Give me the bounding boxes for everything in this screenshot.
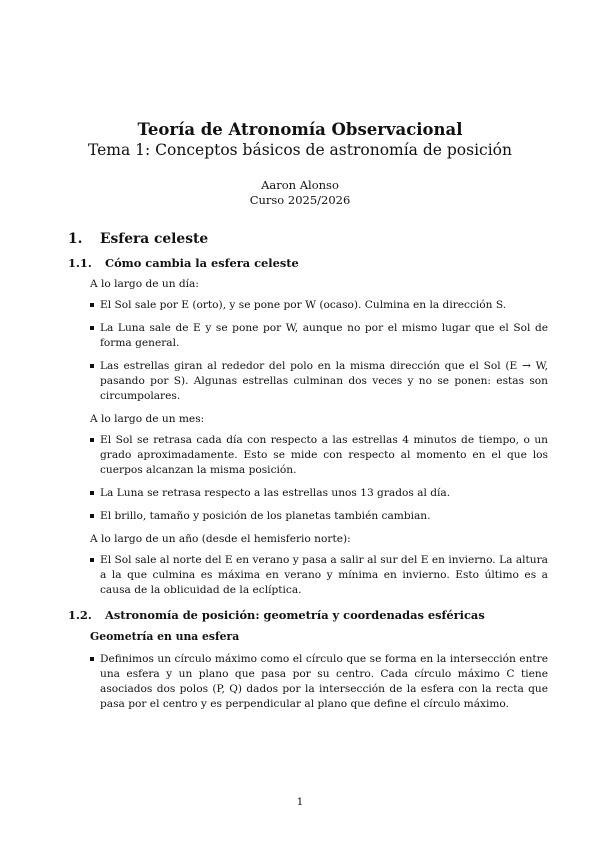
subsection-heading — [68, 608, 548, 623]
subsection-title: Astronomía de posición: geometría y coordenadas esféricas — [105, 608, 485, 622]
subsection-heading — [68, 256, 548, 271]
list-item: Definimos un círculo máximo como el círculo que se forma en la intersección entre una esfera y un plano que pasa por su centro. Cada círculo máximo C tiene asociados dos polos (P, Q) dados por la intersección de la esfera con la recta que pasa por el centro y es perpendicular al plano que define el círculo máximo. — [68, 652, 548, 712]
subsection-number: 1.2. — [68, 608, 92, 622]
month-intro: A lo largo de un mes: — [90, 413, 205, 425]
list-item: El Sol sale por E (orto), y se pone por W (ocaso). Culmina en la dirección S. — [68, 298, 548, 313]
section-title: Esfera celeste — [100, 231, 209, 247]
list-item: El Sol sale al norte del E en verano y pasa a salir al sur del E en invierno. La altura a la que culmina es máxima en verano y mínima en invierno. Esto último es a causa de la oblicuidad de la eclíptica. — [68, 553, 548, 598]
bullet-icon — [90, 558, 94, 562]
day-list — [68, 298, 548, 404]
month-list — [68, 433, 548, 524]
bullet-icon — [90, 657, 94, 661]
list-item: La Luna se retrasa respecto a las estrellas unos 13 grados al día. — [68, 486, 548, 501]
list-item: Las estrellas giran al rededor del polo en la misma dirección que el Sol (E → W, pasando por S). Algunas estrellas culminan dos veces y no se ponen: estas son circumpolares. — [68, 359, 548, 404]
bullet-icon — [90, 364, 94, 368]
subsection-title: Cómo cambia la esfera celeste — [105, 256, 299, 270]
bullet-icon — [90, 491, 94, 495]
page-number: 1 — [296, 796, 304, 808]
bullet-icon — [90, 326, 94, 330]
bullet-icon — [90, 303, 94, 307]
course-year: Curso 2025/2026 — [249, 193, 351, 207]
document-body — [68, 232, 548, 720]
bullet-icon — [90, 514, 94, 518]
year-intro: A lo largo de un año (desde el hemisferio norte): — [90, 533, 351, 545]
list-item: La Luna sale de E y se pone por W, aunque no por el mismo lugar que el Sol de forma general. — [68, 321, 548, 351]
list-item: El Sol se retrasa cada día con respecto a las estrellas 4 minutos de tiempo, o un grado aproximadamente. Esto se mide con respecto al momento en el que los cuerpos alcanzan la misma posición. — [68, 433, 548, 478]
title-block — [0, 120, 600, 207]
subsection-number: 1.1. — [68, 256, 92, 270]
section-number: 1. — [68, 231, 83, 247]
document-subtitle: Tema 1: Conceptos básicos de astronomía de posición — [87, 141, 512, 159]
geometry-list — [68, 652, 548, 712]
list-item: El brillo, tamaño y posición de los planetas también cambian. — [68, 509, 548, 524]
section-heading — [68, 232, 548, 247]
author: Aaron Alonso — [261, 178, 339, 192]
subsubsection-heading: Geometría en una esfera — [90, 630, 240, 643]
document-title: Teoría de Atronomía Observacional — [137, 120, 463, 139]
bullet-icon — [90, 438, 94, 442]
year-list — [68, 553, 548, 598]
day-intro: A lo largo de un día: — [90, 278, 199, 290]
